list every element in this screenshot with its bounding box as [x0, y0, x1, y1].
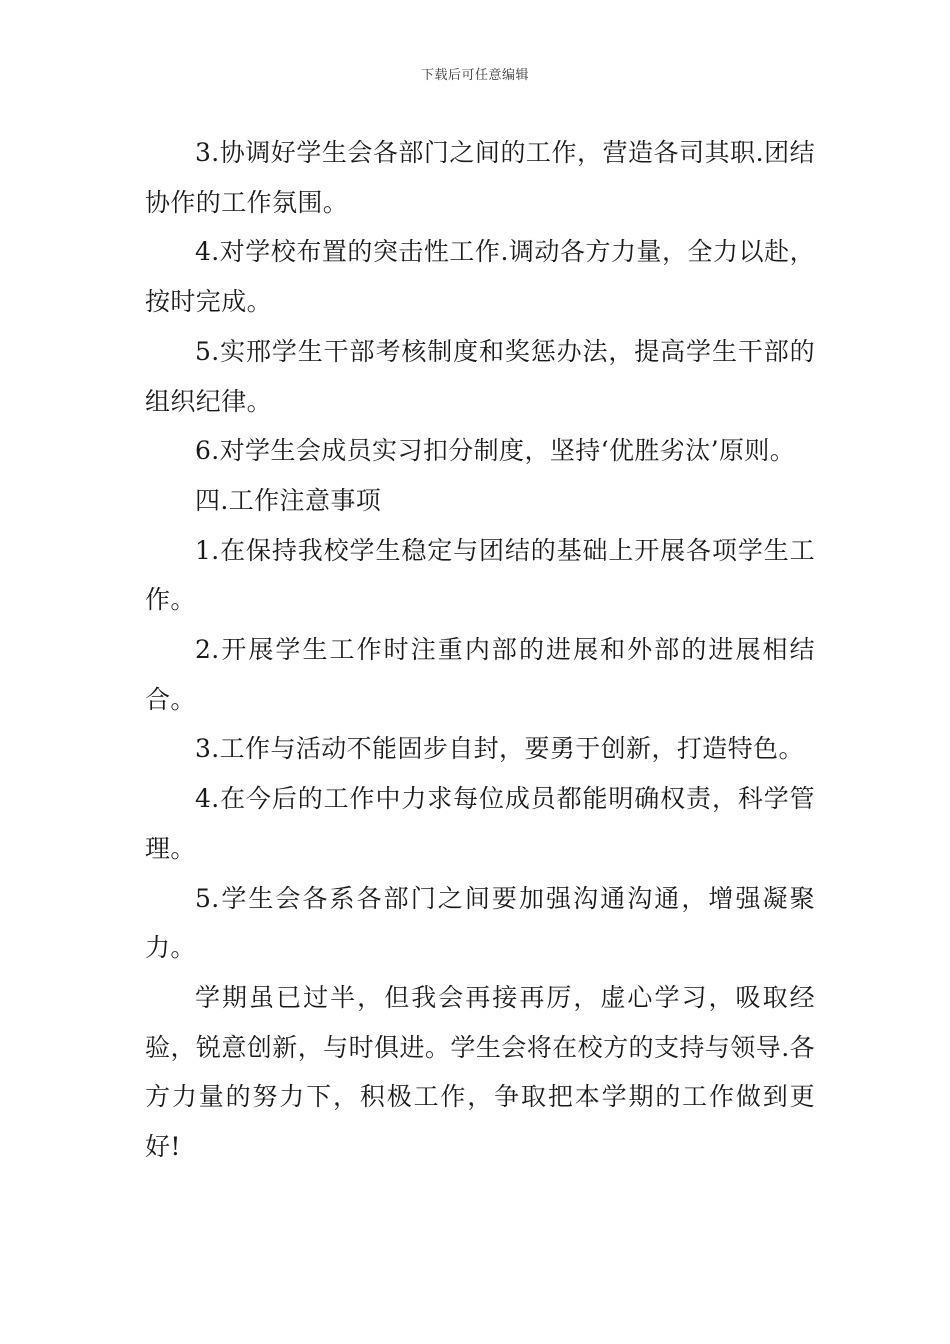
paragraph-item-5-assessment: 5.实邢学生干部考核制度和奖惩办法，提高学生干部的组织纪律。 [145, 336, 815, 416]
paragraph-note-3: 3.工作与活动不能固步自封，要勇于创新，打造特色。 [195, 734, 804, 764]
paragraph-note-4: 4.在今后的工作中力求每位成员都能明确权责，科学管理。 [145, 784, 815, 863]
paragraph-item-6-deduction: 6.对学生会成员实习扣分制度，坚持‘优胜劣汰’原则。 [195, 436, 796, 466]
paragraph-item-4-urgent-work: 4.对学校布置的突击性工作.调动各方力量，全力以赴，按时完成。 [145, 237, 815, 317]
paragraph-conclusion: 学期虽已过半，但我会再接再厉，虚心学习，吸取经验，锐意创新，与时俱进。学生会将在校方的支持与领导.各方力量的努力下，积极工作，争取把本学期的工作做到更好! [145, 982, 815, 1162]
paragraph-note-1: 1.在保持我校学生稳定与团结的基础上开展各项学生工作。 [145, 535, 815, 615]
document-body [145, 128, 815, 1172]
paragraph-note-2: 2.开展学生工作时注重内部的进展和外部的进展相结合。 [145, 635, 815, 714]
paragraph-item-3-coordination: 3.协调好学生会各部门之间的工作，营造各司其职.团结协作的工作氛围。 [145, 138, 815, 217]
section-heading-notes: 四.工作注意事项 [195, 485, 382, 515]
paragraph-note-5: 5.学生会各系各部门之间要加强沟通沟通，增强凝聚力。 [145, 883, 815, 963]
page-header: 下载后可任意编辑 [420, 68, 529, 83]
